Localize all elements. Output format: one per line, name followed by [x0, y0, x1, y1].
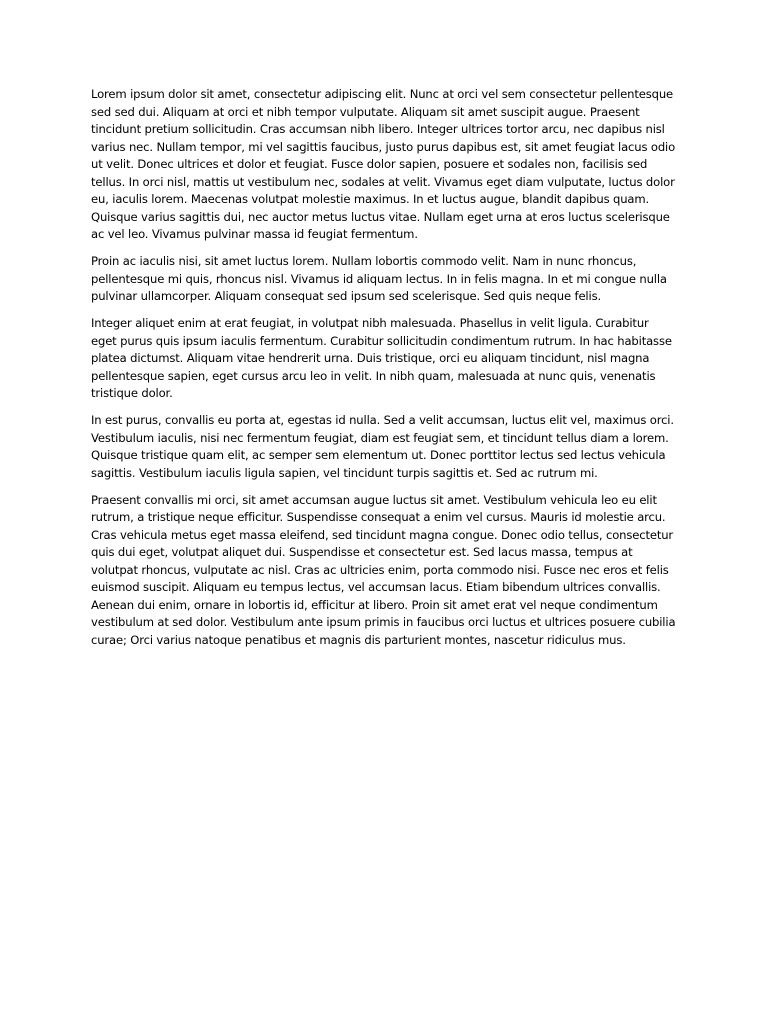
paragraph-1: Lorem ipsum dolor sit amet, consectetur adipiscing elit. Nunc at orci vel sem consectetur pellentesque sed sed dui. Aliquam at orci et nibh tempor vulputate. Aliquam sit amet suscipit augue. Praesent tincidunt pretium sollicitudin. Cras accumsan nibh libero. Integer ultrices tortor arcu, nec dapibus nisl varius nec. Nullam tempor, mi vel sagittis faucibus, justo purus dapibus est, sit amet feugiat lacus odio ut velit. Donec ultrices et dolor et feugiat. Fusce dolor sapien, posuere et sodales non, facilisis sed tellus. In orci nisl, mattis ut vestibulum nec, sodales at velit. Vivamus eget diam vulputate, luctus dolor eu, iaculis lorem. Maecenas volutpat molestie maximus. In et luctus augue, blandit dapibus quam. Quisque varius sagittis dui, nec auctor metus luctus vitae. Nullam eget urna at eros luctus scelerisque ac vel leo. Vivamus pulvinar massa id feugiat fermentum. — [91, 87, 676, 241]
paragraph-3: Integer aliquet enim at erat feugiat, in volutpat nibh malesuada. Phasellus in velit ligula. Curabitur eget purus quis ipsum iaculis fermentum. Curabitur sollicitudin condimentum rutrum. In hac habitasse platea dictumst. Aliquam vitae hendrerit urna. Duis tristique, orci eu aliquam tincidunt, nisl magna pellentesque sapien, eget cursus arcu leo in velit. In nibh quam, malesuada at nunc quis, venenatis tristique dolor. — [91, 316, 672, 400]
paragraph-2: Proin ac iaculis nisi, sit amet luctus lorem. Nullam lobortis commodo velit. Nam in nunc rhoncus, pellentesque mi quis, rhoncus nisl. Vivamus id aliquam lectus. In in felis magna. In et mi congue nulla pulvinar ullamcorper. Aliquam consequat sed ipsum sed scelerisque. Sed quis neque felis. — [91, 254, 667, 303]
paragraph-4: In est purus, convallis eu porta at, egestas id nulla. Sed a velit accumsan, luctus elit vel, maximus orci. Vestibulum iaculis, nisi nec fermentum feugiat, diam est feugiat sem, et tincidunt tellus diam a lorem. Quisque tristique quam elit, ac semper sem elementum ut. Donec porttitor lectus sed lectus vehicula sagittis. Vestibulum iaculis ligula sapien, vel tincidunt turpis sagittis et. Sed ac rutrum mi. — [91, 413, 674, 480]
paragraph-5: Praesent convallis mi orci, sit amet accumsan augue luctus sit amet. Vestibulum vehicula leo eu elit rutrum, a tristique neque efficitur. Suspendisse consequat a enim vel cursus. Mauris id molestie arcu. Cras vehicula metus eget massa eleifend, sed tincidunt magna congue. Donec odio tellus, consectetur quis dui eget, volutpat aliquet dui. Suspendisse et consectetur est. Sed lacus massa, tempus at volutpat rhoncus, vulputate ac nisl. Cras ac ultricies enim, porta commodo nisi. Fusce nec eros et felis euismod suscipit. Aliquam eu tempus lectus, vel accumsan lacus. Etiam bibendum ultrices convallis. Aenean dui enim, ornare in lobortis id, efficitur at libero. Proin sit amet erat vel neque condimentum vestibulum at sed dolor. Vestibulum ante ipsum primis in faucibus orci luctus et ultrices posuere cubilia curae; Orci varius natoque penatibus et magnis dis parturient montes, nascetur ridiculus mus. — [91, 492, 676, 647]
document-body — [91, 86, 676, 659]
